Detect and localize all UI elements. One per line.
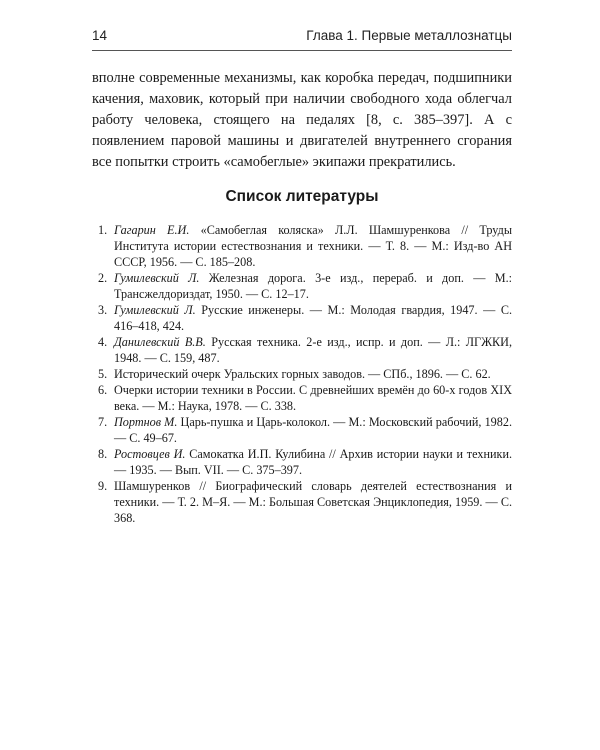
- item-author: Ростовцев И.: [114, 447, 186, 461]
- bibliography-item: [92, 366, 512, 382]
- bibliography-item: [92, 382, 512, 414]
- chapter-title: Глава 1. Первые металлознатцы: [306, 28, 512, 43]
- bibliography-item: [92, 222, 512, 270]
- header-divider: [92, 50, 512, 51]
- item-text: Исторический очерк Уральских горных заводов. — СПб., 1896. — С. 62.: [114, 367, 491, 381]
- item-number: 9.: [98, 479, 108, 493]
- item-author: Гумилевский Л.: [114, 303, 196, 317]
- item-number: 6.: [98, 383, 108, 397]
- item-author: Данилевский В.В.: [114, 335, 206, 349]
- body-text: [92, 68, 512, 173]
- bibliography-item: [92, 334, 512, 366]
- item-number: 1.: [98, 223, 108, 237]
- bibliography-item: [92, 446, 512, 478]
- item-text: Царь-пушка и Царь-колокол. — М.: Московский рабочий, 1982. — С. 49–67.: [114, 415, 513, 445]
- item-text: Самокатка И.П. Кулибина // Архив истории науки и техники. — 1935. — Вып. VII. — С. 375–397.: [114, 447, 513, 477]
- bibliography-list: [92, 222, 512, 526]
- bibliography-item: [92, 478, 512, 526]
- item-number: 5.: [98, 367, 108, 381]
- item-number: 7.: [98, 415, 108, 429]
- page-number: 14: [92, 28, 108, 43]
- item-author: Портнов М.: [114, 415, 178, 429]
- body-paragraph: вполне современные механизмы, как коробка передач, подшипники качения, маховик, который при наличии свободного хода облегчал работу человека, стоящего на педалях [8, с. 385–397]. А с появлением паровой машины и двигателей внутреннего сгорания все попытки строить «самобеглые» экипажи прекратились.: [92, 70, 512, 170]
- item-author: Гумилевский Л.: [114, 271, 200, 285]
- running-header: [92, 28, 512, 43]
- bibliography-item: [92, 302, 512, 334]
- item-number: 4.: [98, 335, 108, 349]
- item-number: 8.: [98, 447, 108, 461]
- bibliography-item: [92, 270, 512, 302]
- item-text: Шамшуренков // Биографический словарь деятелей естествознания и техники. — Т. 2. М–Я. — М.: Большая Советская Энциклопедия, 1959. — С. 368.: [114, 479, 512, 525]
- bibliography-item: [92, 414, 512, 446]
- item-text: «Самобеглая коляска» Л.Л. Шамшуренкова // Труды Института истории естествознания и техники. — Т. 8. — М.: Изд-во АН СССР, 1956. — С. 185–208.: [114, 223, 513, 269]
- item-text: Русская техника. 2-е изд., испр. и доп. — Л.: ЛГЖКИ, 1948. — С. 159, 487.: [114, 335, 512, 365]
- item-text: Железная дорога. 3-е изд., перераб. и доп. — М.: Трансжелдориздат, 1950. — С. 12–17.: [114, 271, 512, 301]
- bibliography-title: Список литературы: [225, 188, 379, 205]
- item-number: 2.: [98, 271, 108, 285]
- item-text: Русские инженеры. — М.: Молодая гвардия, 1947. — С. 416–418, 424.: [114, 303, 512, 333]
- item-text: Очерки истории техники в России. С древнейших времён до 60-х годов XIX века. — М.: Наука, 1978. — С. 338.: [114, 383, 512, 413]
- item-author: Гагарин Е.И.: [114, 223, 190, 237]
- item-number: 3.: [98, 303, 108, 317]
